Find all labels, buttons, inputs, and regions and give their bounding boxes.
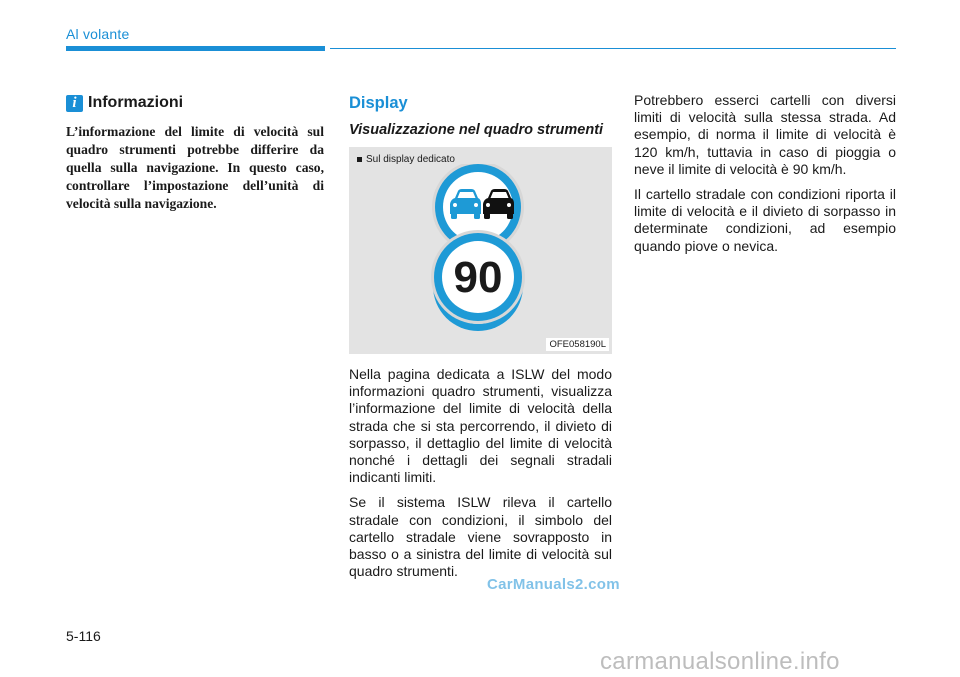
figure-code: OFE058190L: [546, 338, 609, 351]
display-subtitle: Visualizzazione nel quadro strumenti: [349, 122, 604, 138]
road-signs-illustration: [429, 164, 529, 339]
speed-limit-value: 90: [453, 253, 503, 302]
section-header-title: Al volante: [66, 26, 130, 42]
header-rule-thick: [66, 46, 325, 51]
info-column: [66, 92, 324, 213]
footer-watermark: carmanualsonline.info: [600, 648, 840, 675]
display-paragraph-2: Se il sistema ISLW rileva il cartello stradale con condizioni, il simbolo del cartello stradale viene sovrapposto in basso o a sinistra del limite di velocità sul quadro strumenti.: [349, 494, 612, 580]
display-column: [349, 92, 612, 588]
page-number: 5-116: [66, 628, 101, 644]
header-rule-thin: [330, 48, 896, 49]
speed-limit-sign-icon: [431, 230, 525, 324]
display-section-title: Display: [349, 94, 408, 112]
info-header: [66, 92, 324, 114]
right-paragraph-1: Potrebbero esserci cartelli con diversi limiti di velocità sulla stessa strada. Ad esempio, di norma il limite di velocità è 120 km/h, tuttavia in caso di pioggia o neve il limite di velocità è 90 km/h.: [634, 92, 896, 177]
bullet-square-icon: [357, 157, 362, 162]
info-icon: i: [66, 95, 83, 112]
cluster-display-figure: [349, 147, 612, 354]
right-column: [634, 92, 896, 263]
figure-caption-text: Sul display dedicato: [366, 154, 455, 165]
display-paragraph-1: Nella pagina dedicata a ISLW del modo informazioni quadro strumenti, visualizza l’informazione del limite di velocità della strada che si sta percorrendo, il divieto di sorpasso, il dettaglio del limite di velocità nonché i dettagli dei segnali stradali indicanti limiti.: [349, 366, 612, 486]
info-text: L’informazione del limite di velocità sul quadro strumenti potrebbe differire da quella sulla navigazione. In questo caso, controllare l’impostazione dell’unità di velocità sulla navigazione.: [66, 124, 324, 211]
right-paragraph-2: Il cartello stradale con condizioni riporta il limite di velocità e il divieto di sorpasso in determinate condizioni, ad esempio quando piove o nevica.: [634, 186, 896, 254]
info-title: Informazioni: [88, 94, 184, 111]
watermark-text: CarManuals2.com: [487, 576, 620, 593]
